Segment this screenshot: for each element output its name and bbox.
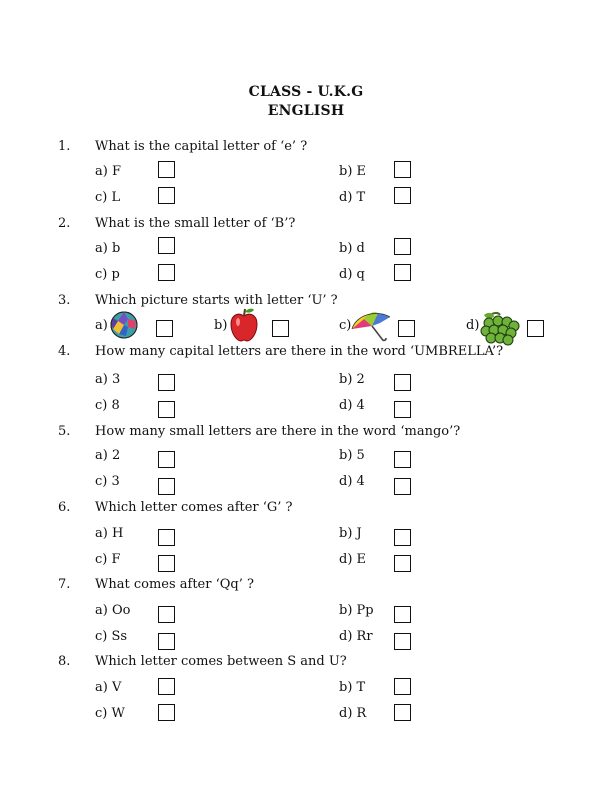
option-label: b) 2: [339, 372, 365, 387]
question-number: 7.: [58, 577, 71, 592]
option-label: a) b: [95, 241, 121, 256]
answer-checkbox[interactable]: [158, 606, 175, 623]
question-text: What is the capital letter of ‘e’ ?: [95, 139, 308, 154]
answer-checkbox[interactable]: [158, 264, 175, 281]
answer-checkbox[interactable]: [158, 187, 175, 204]
answer-checkbox[interactable]: [156, 320, 173, 337]
answer-checkbox[interactable]: [158, 161, 175, 178]
class-title: CLASS - U.K.G: [248, 84, 364, 100]
answer-checkbox[interactable]: [394, 238, 411, 255]
option-label: a) 2: [95, 448, 121, 463]
answer-checkbox[interactable]: [394, 555, 411, 572]
subject-title: ENGLISH: [267, 103, 345, 119]
answer-checkbox[interactable]: [394, 606, 411, 623]
answer-checkbox[interactable]: [158, 374, 175, 391]
answer-checkbox[interactable]: [394, 264, 411, 281]
answer-checkbox[interactable]: [394, 187, 411, 204]
option-label: b) J: [339, 526, 362, 541]
answer-checkbox[interactable]: [158, 633, 175, 650]
option-label: d) T: [339, 190, 366, 205]
option-label: c) L: [95, 190, 121, 205]
answer-checkbox[interactable]: [158, 678, 175, 695]
option-label: c) 8: [95, 398, 120, 413]
option-label: b) T: [339, 680, 366, 695]
umbrella-icon: [350, 309, 392, 343]
option-label: c) F: [95, 552, 121, 567]
question-text: How many capital letters are there in the word ‘UMBRELLA’?: [95, 344, 504, 359]
answer-checkbox[interactable]: [272, 320, 289, 337]
option-label: d) R: [339, 706, 367, 721]
question-text: How many small letters are there in the word ‘mango’?: [95, 424, 461, 439]
option-label: b) d: [339, 241, 365, 256]
option-label: a) Oo: [95, 603, 131, 618]
question-number: 5.: [58, 424, 71, 439]
question-number: 6.: [58, 500, 71, 515]
question-text: Which letter comes between S and U?: [95, 654, 347, 669]
answer-checkbox[interactable]: [158, 237, 175, 254]
option-label: a): [95, 318, 108, 333]
answer-checkbox[interactable]: [158, 451, 175, 468]
option-label: a) 3: [95, 372, 121, 387]
question-text: Which picture starts with letter ‘U’ ?: [95, 293, 338, 308]
answer-checkbox[interactable]: [394, 704, 411, 721]
answer-checkbox[interactable]: [158, 401, 175, 418]
option-label: b) E: [339, 164, 367, 179]
question-number: 1.: [58, 139, 71, 154]
answer-checkbox[interactable]: [394, 451, 411, 468]
ball-icon: [109, 310, 139, 340]
grapes-icon: [480, 311, 520, 347]
option-label: c) p: [95, 267, 120, 282]
answer-checkbox[interactable]: [394, 374, 411, 391]
question-text: What comes after ‘Qq’ ?: [95, 577, 254, 592]
option-label: c) 3: [95, 474, 120, 489]
option-label: d) q: [339, 267, 365, 282]
answer-checkbox[interactable]: [394, 401, 411, 418]
answer-checkbox[interactable]: [394, 633, 411, 650]
option-label: d): [466, 318, 480, 333]
answer-checkbox[interactable]: [158, 704, 175, 721]
option-label: a) H: [95, 526, 124, 541]
answer-checkbox[interactable]: [158, 529, 175, 546]
answer-checkbox[interactable]: [394, 478, 411, 495]
answer-checkbox[interactable]: [158, 555, 175, 572]
option-label: d) 4: [339, 398, 365, 413]
option-label: c) W: [95, 706, 125, 721]
answer-checkbox[interactable]: [394, 529, 411, 546]
option-label: b) 5: [339, 448, 365, 463]
answer-checkbox[interactable]: [158, 478, 175, 495]
question-number: 4.: [58, 344, 71, 359]
question-number: 2.: [58, 216, 71, 231]
question-text: Which letter comes after ‘G’ ?: [95, 500, 293, 515]
option-label: a) F: [95, 164, 121, 179]
option-label: d) E: [339, 552, 367, 567]
apple-icon: [229, 307, 259, 343]
option-label: c) Ss: [95, 629, 128, 644]
option-label: b) Pp: [339, 603, 374, 618]
question-number: 8.: [58, 654, 71, 669]
question-text: What is the small letter of ‘B’?: [95, 216, 296, 231]
answer-checkbox[interactable]: [394, 161, 411, 178]
option-label: d) Rr: [339, 629, 373, 644]
question-number: 3.: [58, 293, 71, 308]
answer-checkbox[interactable]: [398, 320, 415, 337]
option-label: a) V: [95, 680, 122, 695]
option-label: d) 4: [339, 474, 365, 489]
option-label: c): [339, 318, 352, 333]
answer-checkbox[interactable]: [394, 678, 411, 695]
option-label: b): [214, 318, 228, 333]
answer-checkbox[interactable]: [527, 320, 544, 337]
